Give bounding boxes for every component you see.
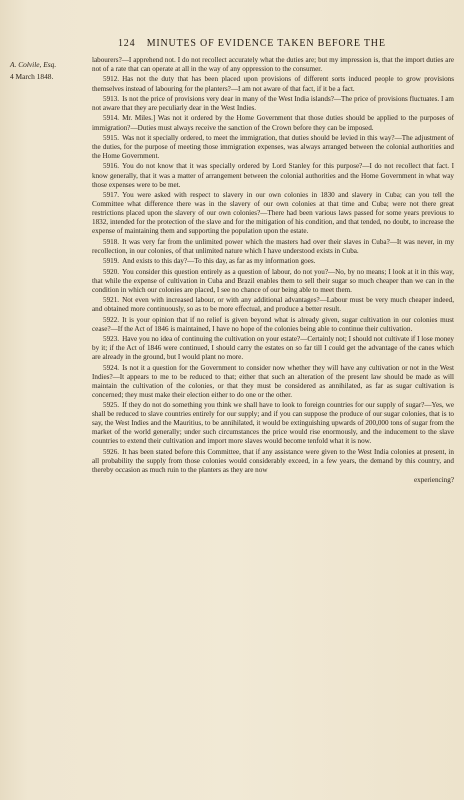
paragraph [92, 162, 454, 189]
paragraph-text: labourers?—I apprehend not. I do not recollect accurately what the duties are; but my impression is, that the import duties are not of a rate that can operate at all in the way of any oppression to the consumer. [92, 56, 454, 74]
paragraph-text: And exists to this day?—To this day, as far as my information goes. [122, 257, 316, 266]
paragraph-text: You do not know that it was specially ordered by Lord Stanley for this purpose?—I do not recollect that fact. I know generally, that it was a matter of arrangement between the colonial authorities and the Home Government in what way those expenses were to be met. [92, 162, 454, 189]
paragraph [92, 238, 454, 256]
question-number: 5924. [103, 363, 120, 372]
paragraph [92, 296, 454, 314]
paragraph [92, 257, 454, 266]
paragraph-text: Mr. Miles.] Was not it ordered by the Home Government that those duties should be applied to the purposes of immigration?—Duties must always receive the sanction of the Crown before they can be imposed. [92, 114, 454, 132]
paragraph-text: If they do not do something you think we shall have to look to foreign countries for our supply of sugar?—Yes, we shall be reduced to slave countries entirely for our supply; and if you can suppose the produce of our sugar colonies, that is to say, the West Indies and the Mauritius, to be annihilated, it would be extinguishing upwards of 200,000 tons of sugar from the market of the world generally; under such circumstances the price would rise enormously, and the inducement to the slave countries to extend their cultivation and import more slaves would become tenfold what it is now. [92, 401, 454, 446]
question-number: 5917. [103, 191, 120, 199]
paragraph [92, 316, 454, 334]
paragraph [92, 191, 454, 236]
paragraph [92, 134, 454, 161]
paragraph-text: Have you no idea of continuing the cultivation on your estate?—Certainly not; I should not cultivate if I lose money by it; if the Act of 1846 were continued, I should carry the estates on so far till I could get the advantage of the canes which are already in the ground, but I would plant no more. [92, 335, 454, 362]
paragraph-text: Was not it specially ordered, to meet the immigration, that duties should be levied in this way?—The adjustment of the duties, for the purpose of meeting those immigration expenses, was always arranged between the colonial authorities and the Home Government. [92, 133, 454, 161]
paragraph-text: It is your opinion that if no relief is given beyond what is already given, sugar cultivation in our colonies must cease?—If the Act of 1846 is maintained, I have no hope of the colonies being able to continue their cultivation. [92, 315, 454, 333]
paragraph [92, 335, 454, 362]
question-number: 5923. [103, 335, 120, 344]
question-number: 5913. [103, 94, 120, 103]
paragraph-text: Has not the duty that has been placed upon provisions of different sorts induced people to grow provisions themselves instead of labouring for the planters?—I am not aware of that fact, if it be a fact. [92, 75, 454, 93]
page-number: 124 [118, 38, 136, 49]
paragraph-text: You consider this question entirely as a question of labour, do not you?—No, by no means; I look at it in this way, that while the expense of cultivation in Cuba and Brazil enables them to sell their sugar so much cheaper than we can in the condition in which our colonies are placed, I see no chance of our being able to meet them. [92, 267, 454, 294]
paragraph-text: Is not the price of provisions very dear in many of the West India islands?—The price of provisions fluctuates. I am not aware that they are peculiarly dear in the West Indies. [92, 94, 454, 113]
running-title: MINUTES OF EVIDENCE TAKEN BEFORE THE [146, 38, 386, 49]
paragraph [92, 114, 454, 132]
question-number: 5919. [103, 257, 120, 266]
question-number: 5915. [103, 133, 120, 142]
question-number: 5918. [103, 237, 120, 246]
paragraph [92, 56, 454, 74]
paragraph-text: Is not it a question for the Government to consider now whether they will have any cultivation or not in the West Indies?—It appears to me to be reduced to that; either that such an alteration of the present law should be made as will maintain the cultivation of the colonies, or that they must be considered as annihilated, as far as sugar cultivation is concerned; they must make their election either to do one or the other. [92, 363, 454, 399]
question-number: 5920. [103, 267, 120, 276]
question-number: 5925. [103, 401, 120, 410]
paragraph [92, 448, 454, 475]
witness-name: A. Colvile, Esq. [10, 60, 57, 69]
page-header [118, 38, 454, 49]
paragraph-text: You were asked with respect to slavery in our own colonies in 1830 and slavery in Cuba; can you tell the Committee what difference there was in the slavery of our own colonies at that time and Cuba; were not there great restrictions placed upon the slavery of our own colonies?—There had been various laws passed for some years previous to 1832, intended for the protection of the slave and for the mitigation of his condition, and that tended, no doubt, to increase the expense of maintaining them and supporting the population upon the estate. [92, 191, 454, 236]
paragraph [92, 75, 454, 93]
question-number: 5912. [103, 75, 120, 84]
paragraph [92, 268, 454, 295]
question-number: 5926. [103, 447, 120, 456]
evidence-text [92, 56, 454, 487]
evidence-date: 4 March 1848. [10, 72, 54, 81]
margin-notes [10, 59, 72, 83]
question-number: 5922. [103, 315, 120, 324]
paragraph-text: It was very far from the unlimited power which the masters had over their slaves in Cuba?—It was never, in my recollection, in our colonies, of that unlimited nature which I have understood exists in Cuba. [92, 237, 454, 255]
paragraph [92, 401, 454, 446]
question-number: 5914. [103, 114, 120, 123]
paragraph [92, 364, 454, 400]
question-number: 5921. [103, 296, 120, 305]
question-number: 5916. [103, 162, 120, 171]
catchword: experiencing? [413, 476, 454, 485]
paragraph-text: It has been stated before this Committee, that if any assistance were given to the West India colonies at present, in all probability the supply from those colonies would considerably exceed, in a few years, the demand by this country, and thereby occasion as much ruin to the planters as they are now [92, 447, 454, 474]
paragraph [92, 95, 454, 113]
paragraph-text: Not even with increased labour, or with any additional advantages?—Labour must be very much cheaper indeed, and obtained more continuously, so as to be more effectual, and produce a better result. [92, 296, 454, 314]
